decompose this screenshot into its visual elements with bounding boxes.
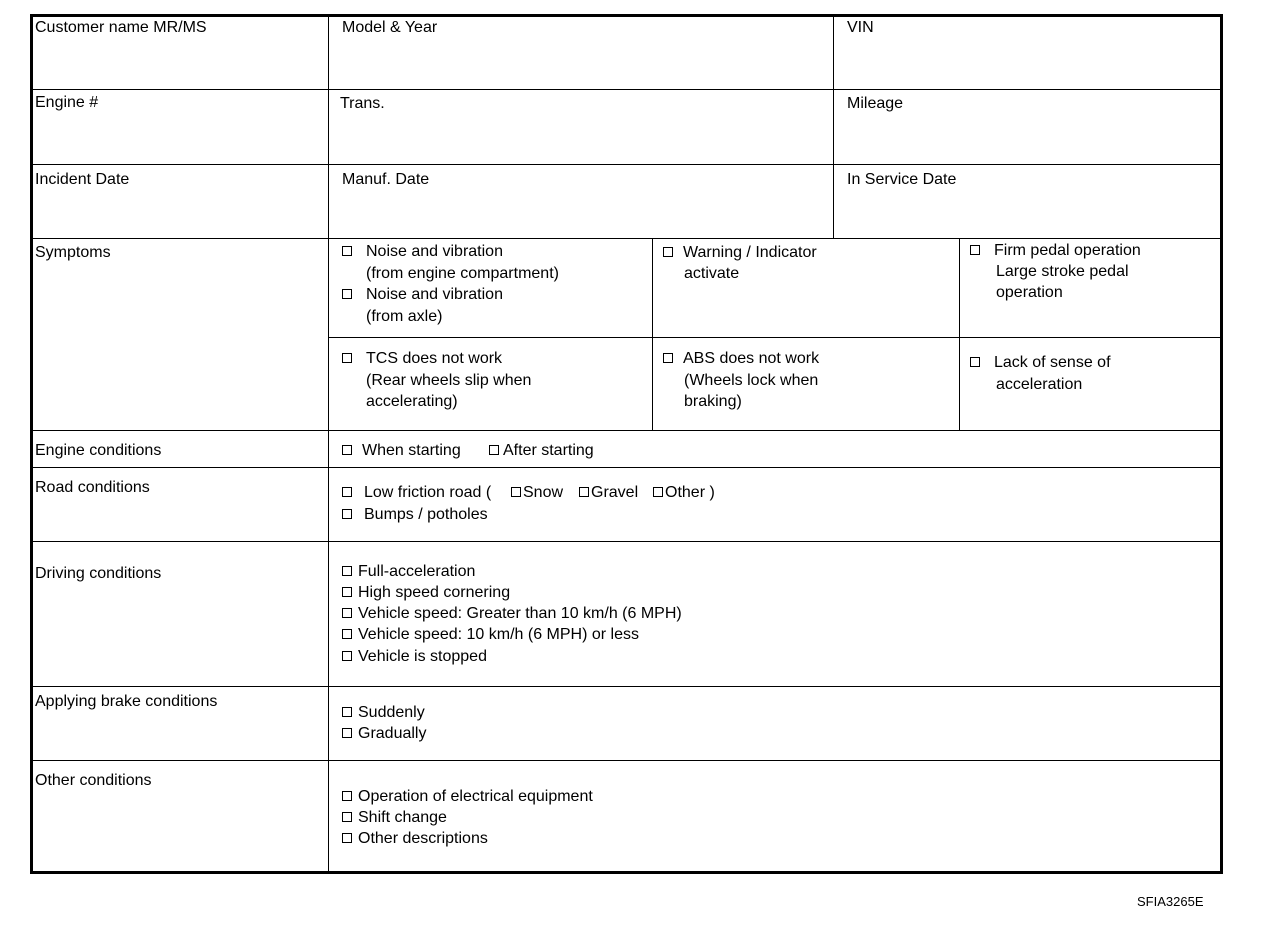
brake-option[interactable]: Suddenly (342, 702, 425, 723)
road-conditions-label: Road conditions (35, 479, 150, 496)
driving-conditions-label: Driving conditions (35, 565, 162, 582)
symptom-noise-axle[interactable]: Noise and vibration (342, 284, 503, 305)
brake-option[interactable]: Gradually (342, 723, 426, 744)
symptom-firm-pedal-detail: Large stroke pedal (996, 263, 1129, 280)
checkbox[interactable] (342, 812, 352, 822)
driving-option[interactable]: Vehicle is stopped (342, 646, 487, 667)
road-low-friction[interactable]: Low friction road ( (342, 482, 491, 503)
checkbox[interactable] (342, 707, 352, 717)
road-other[interactable]: Other ) (653, 482, 715, 503)
driving-option[interactable]: Vehicle speed: Greater than 10 km/h (6 MPH) (342, 603, 682, 624)
checkbox[interactable] (970, 357, 980, 367)
other-option[interactable]: Shift change (342, 807, 447, 828)
row-divider (30, 238, 1223, 239)
symptom-noise-engine-detail: (from engine compartment) (366, 265, 559, 282)
checkbox[interactable] (342, 289, 352, 299)
symptoms-label: Symptoms (35, 244, 111, 261)
in-service-date-label: In Service Date (847, 171, 957, 188)
diagnostic-worksheet-form (30, 14, 1223, 874)
checkbox[interactable] (342, 509, 352, 519)
checkbox[interactable] (342, 833, 352, 843)
road-gravel[interactable]: Gravel (579, 482, 638, 503)
symptom-warning-detail: activate (684, 265, 740, 282)
column-divider (328, 14, 329, 874)
symptom-abs-detail: braking) (684, 393, 742, 410)
symptom-firm-pedal[interactable]: Firm pedal operation (970, 240, 1141, 261)
figure-code: SFIA3265E (1137, 894, 1204, 909)
column-divider (959, 238, 960, 431)
checkbox[interactable] (489, 445, 499, 455)
trans-label: Trans. (340, 95, 385, 112)
row-divider (30, 760, 1223, 761)
symptom-tcs-detail: (Rear wheels slip when (366, 372, 532, 389)
checkbox[interactable] (342, 353, 352, 363)
manuf-date-label: Manuf. Date (342, 171, 430, 188)
row-divider (30, 164, 1223, 165)
symptom-warning[interactable]: Warning / Indicator (663, 242, 817, 263)
vin-label: VIN (847, 19, 874, 36)
symptom-noise-axle-detail: (from axle) (366, 308, 443, 325)
road-snow[interactable]: Snow (511, 482, 563, 503)
other-option[interactable]: Other descriptions (342, 828, 488, 849)
brake-conditions-label: Applying brake conditions (35, 693, 218, 710)
row-divider (30, 89, 1223, 90)
engine-number-label: Engine # (35, 94, 99, 111)
driving-option[interactable]: High speed cornering (342, 582, 510, 603)
checkbox[interactable] (342, 445, 352, 455)
column-divider (652, 238, 653, 431)
symptom-abs-detail: (Wheels lock when (684, 372, 819, 389)
other-conditions-label: Other conditions (35, 772, 152, 789)
checkbox[interactable] (653, 487, 663, 497)
checkbox[interactable] (342, 629, 352, 639)
checkbox[interactable] (579, 487, 589, 497)
engine-when-starting[interactable]: When starting (342, 440, 461, 461)
mileage-label: Mileage (847, 95, 904, 112)
other-option[interactable]: Operation of electrical equipment (342, 786, 593, 807)
checkbox[interactable] (342, 566, 352, 576)
checkbox[interactable] (663, 247, 673, 257)
model-year-label: Model & Year (342, 19, 438, 36)
row-divider (30, 686, 1223, 687)
symptom-abs[interactable]: ABS does not work (663, 348, 819, 369)
symptom-tcs[interactable]: TCS does not work (342, 348, 502, 369)
symptom-lack-accel-detail: acceleration (996, 376, 1083, 393)
incident-date-label: Incident Date (35, 171, 130, 188)
column-divider (833, 14, 834, 239)
checkbox[interactable] (342, 608, 352, 618)
checkbox[interactable] (342, 791, 352, 801)
row-divider (30, 467, 1223, 468)
checkbox[interactable] (663, 353, 673, 363)
customer-name-label: Customer name MR/MS (35, 19, 207, 36)
symptom-lack-accel[interactable]: Lack of sense of (970, 352, 1111, 373)
symptom-firm-pedal-detail: operation (996, 284, 1063, 301)
engine-conditions-label: Engine conditions (35, 442, 162, 459)
symptom-noise-engine[interactable]: Noise and vibration (342, 241, 503, 262)
checkbox[interactable] (342, 487, 352, 497)
checkbox[interactable] (342, 728, 352, 738)
checkbox[interactable] (342, 246, 352, 256)
checkbox[interactable] (511, 487, 521, 497)
symptom-tcs-detail: accelerating) (366, 393, 458, 410)
row-divider (328, 337, 1223, 338)
checkbox[interactable] (970, 245, 980, 255)
checkbox[interactable] (342, 587, 352, 597)
road-bumps[interactable]: Bumps / potholes (342, 504, 488, 525)
driving-option[interactable]: Full-acceleration (342, 561, 475, 582)
row-divider (30, 541, 1223, 542)
driving-option[interactable]: Vehicle speed: 10 km/h (6 MPH) or less (342, 624, 639, 645)
engine-after-starting[interactable]: After starting (489, 440, 594, 461)
row-divider (30, 430, 1223, 431)
checkbox[interactable] (342, 651, 352, 661)
